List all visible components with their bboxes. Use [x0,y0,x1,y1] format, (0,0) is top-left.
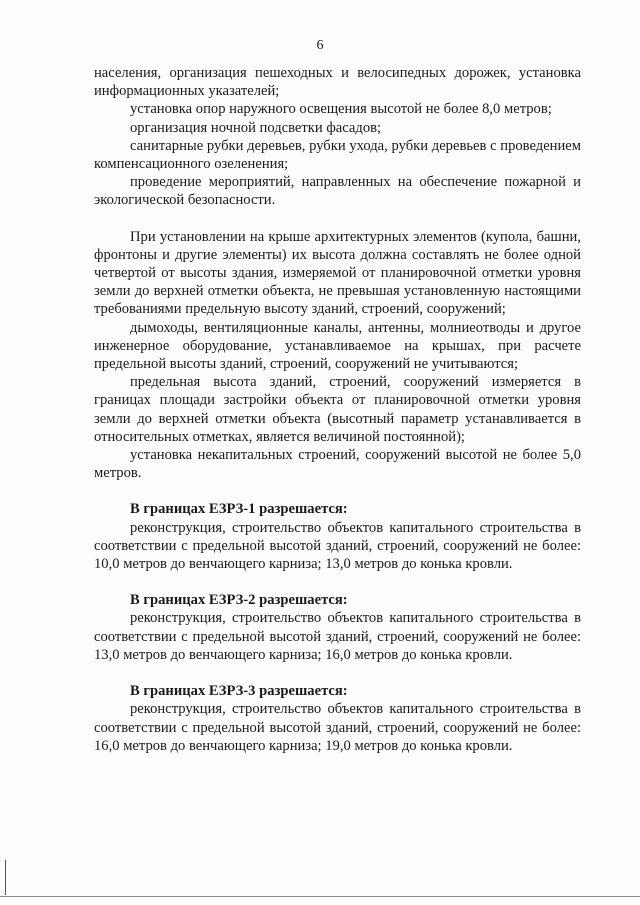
paragraph: населения, организация пешеходных и велосипедных дорожек, установка информационных указателей; [94,65,581,100]
paragraph: При установлении на крыше архитектурных элементов (купола, башни, фронтоны и другие элементы) их высота должна составлять не более одной четвертой от высоты здания, измеряемой от планировочной отметки уровня земли до верхней отметки объекта, не превышая установленную настоящими требованиями предельную высоту зданий, строений, сооружений; [94,228,581,318]
zone-text-ezrz-1: реконструкция, строительство объектов капитального строительства в соответствии с предельной высотой зданий, строений, сооружений не более: 10,0 метров до венчающего карниза; 13,0 метров до конька кровли. [94,519,581,573]
document-body [94,64,581,755]
paragraph: дымоходы, вентиляционные каналы, антенны, молниеотводы и другое инженерное оборудование, устанавливаемое на крышах, при расчете предельной высоты зданий, строений, сооружений не учитываются; [94,319,581,373]
zone-heading-ezrz-3: В границах ЕЗРЗ-3 разрешается: [130,683,348,700]
paragraph: проведение мероприятий, направленных на обеспечение пожарной и экологической безопасности. [94,174,581,209]
page-number: 6 [316,38,324,53]
paragraph: установка некапитальных строений, сооружений высотой не более 5,0 метров. [94,447,581,482]
paragraph: санитарные рубки деревьев, рубки ухода, рубки деревьев с проведением компенсационного озеленения; [94,137,581,173]
paragraph: организация ночной подсветки фасадов; [130,119,382,136]
paragraph: предельная высота зданий, строений, сооружений измеряется в границах площади застройки объекта от планировочной отметки уровня земли до верхней отметки объекта (высотный параметр устанавливается в относительных отметках, является величиной постоянной); [94,374,581,445]
scan-edge-bottom [0,896,640,897]
paragraph: установка опор наружного освещения высотой не более 8,0 метров; [130,101,552,118]
scan-edge-left [5,860,6,895]
zone-heading-ezrz-1: В границах ЕЗРЗ-1 разрешается: [130,501,348,518]
zone-text-ezrz-3: реконструкция, строительство объектов капитального строительства в соответствии с предельной высотой зданий, строений, сооружений не более: 16,0 метров до венчающего карниза; 19,0 метров до конька кровли. [94,701,581,754]
zone-text-ezrz-2: реконструкция, строительство объектов капитального строительства в соответствии с предельной высотой зданий, строений, сооружений не более: 13,0 метров до венчающего карниза; 16,0 метров до конька кровли. [94,610,581,663]
zone-heading-ezrz-2: В границах ЕЗРЗ-2 разрешается: [130,592,348,609]
